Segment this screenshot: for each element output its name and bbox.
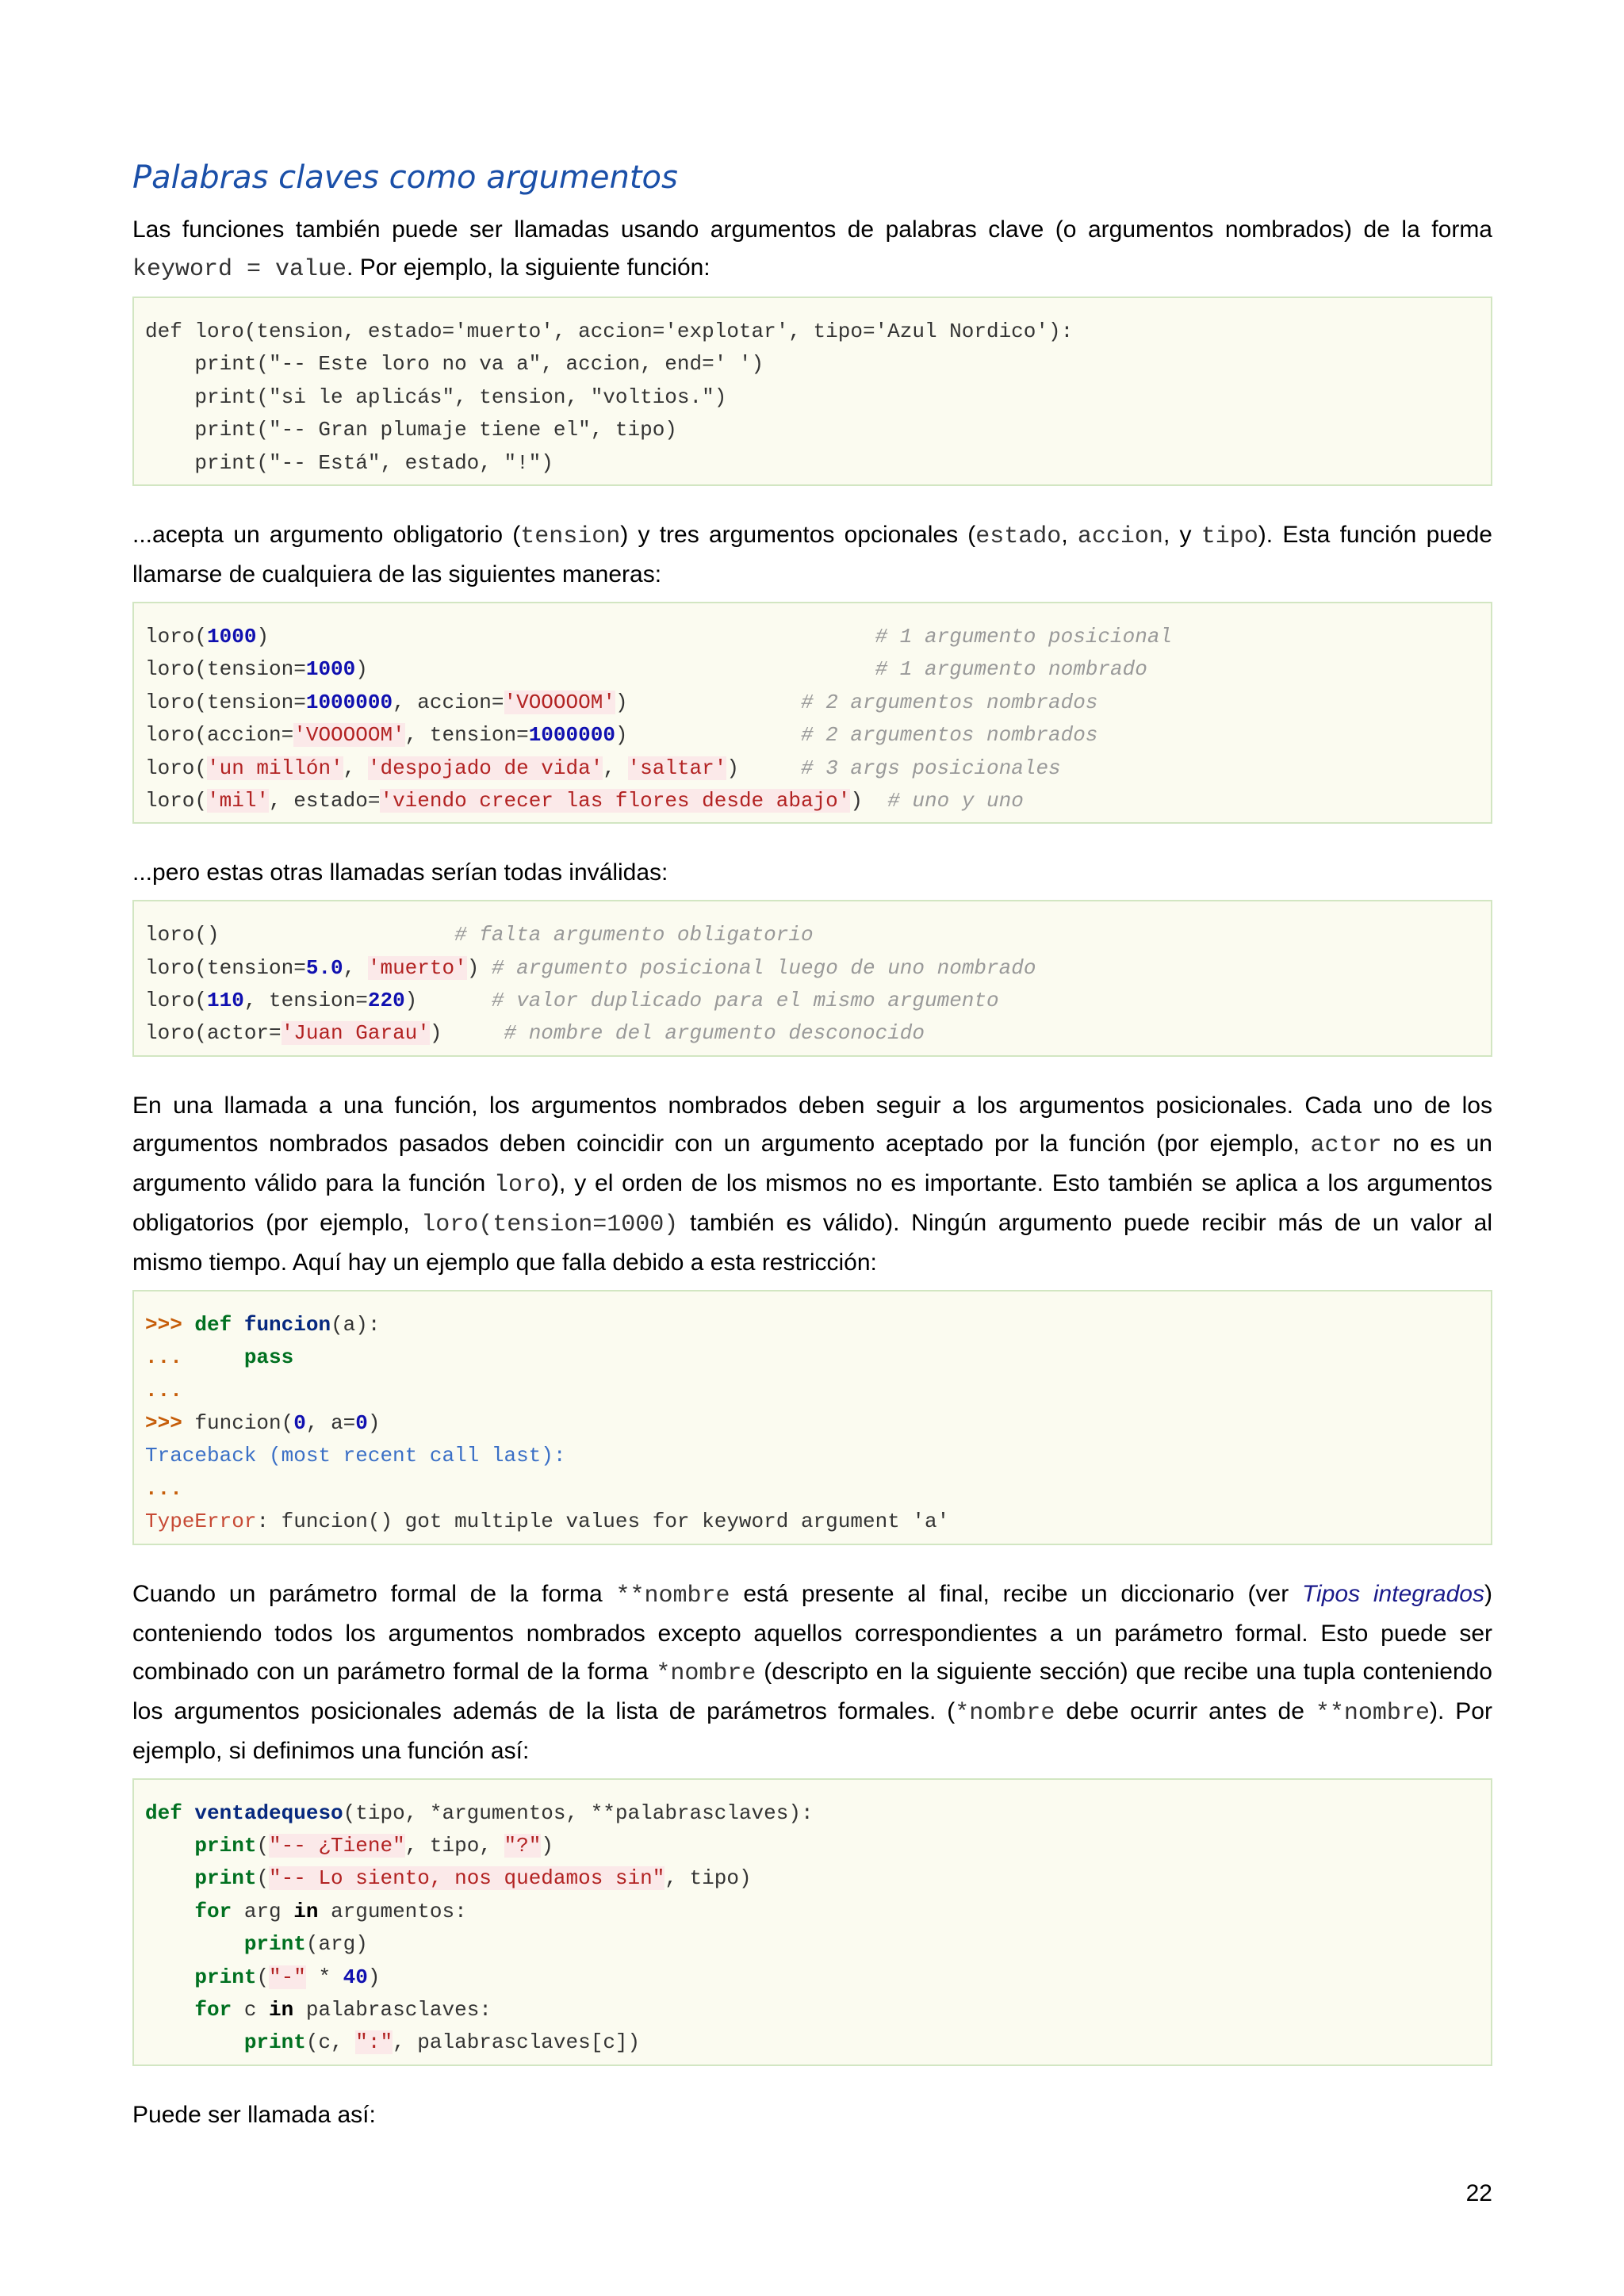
page-number: 22 — [1465, 2180, 1492, 2206]
code-line: print("-- Lo siento, nos quedamos sin", tipo) — [194, 1866, 752, 1891]
code-line: print(arg) — [243, 1932, 368, 1957]
code-line: print("-- Este loro no va a", accion, end=' ') — [145, 352, 764, 377]
code-line: print(c, ":", palabrasclaves[c]) — [243, 2030, 641, 2055]
paragraph-invalid-calls: ...pero estas otras llamadas serían todas inválidas: — [132, 859, 668, 886]
inline-code: estado — [975, 522, 1062, 550]
code-block-valid-calls — [132, 602, 1492, 824]
code-line: >>> funcion(0, a=0) — [145, 1411, 381, 1436]
paragraph-keyword-args-intro: Las funciones también puede ser llamadas usando argumentos de palabras clave (o argumentos nombrados) de la forma keyword = value. Por ejemplo, la siguiente función: — [132, 216, 1492, 283]
code-line: print("-- Gran plumaje tiene el", tipo) — [145, 418, 677, 442]
inline-code: tension — [520, 522, 621, 550]
code-line: print("-" * 40) — [194, 1965, 381, 1989]
code-line: TypeError: funcion() got multiple values for keyword argument 'a' — [145, 1510, 950, 1534]
code-line: for arg in argumentos: — [194, 1899, 467, 1923]
code-line: print("si le aplicás", tension, "voltios.") — [145, 385, 727, 409]
inline-code: **nombre — [1315, 1699, 1430, 1727]
inline-code: tipo — [1201, 522, 1258, 550]
code-line: loro() # falta argumento obligatorio — [145, 923, 814, 947]
paragraph-keyword-rules: En una llamada a una función, los argumentos nombrados deben seguir a los argumentos posicionales. Cada uno de los argumentos nombrados pasados deben coincidir con un argumento aceptado por la función (por ejemplo, actor no es un argumento válido para la función loro), y el orden de los mismos no es importante. Esto también se aplica a los argumentos obligatorios (por ejemplo, loro(tension=1000) también es válido). Ningún argumento puede recibir más de un valor al mismo tiempo. Aquí hay un ejemplo que falla debido a esta restricción: — [132, 1092, 1492, 1276]
code-line: loro('mil', estado='viendo crecer las flores desde abajo') # uno y uno — [145, 788, 1024, 813]
paragraph-loro-args: ...acepta un argumento obligatorio (tension) y tres argumentos opcionales (estado, accion, y tipo). Esta función puede llamarse de cualquiera de las siguientes maneras: — [132, 521, 1492, 587]
document-page — [132, 159, 1492, 2142]
inline-code: loro — [494, 1171, 552, 1199]
inline-code: accion — [1077, 522, 1163, 550]
code-block-ventadequeso — [132, 1778, 1492, 2066]
code-line: loro(tension=5.0, 'muerto') # argumento posicional luego de uno nombrado — [145, 955, 1036, 980]
section-heading: Palabras claves como argumentos — [132, 159, 678, 196]
inline-code: loro(tension=1000) — [421, 1211, 679, 1238]
code-line: ... — [145, 1476, 182, 1501]
paragraph-call-example: Puede ser llamada así: — [132, 2101, 376, 2128]
code-line: for c in palabrasclaves: — [194, 1997, 492, 2022]
code-line: loro(tension=1000) # 1 argumento nombrado — [145, 657, 1147, 682]
code-line: Traceback (most recent call last): — [145, 1444, 566, 1468]
code-line: loro(110, tension=220) # valor duplicado para el mismo argumento — [145, 989, 999, 1013]
inline-code: *nombre — [656, 1659, 756, 1687]
code-line: print("-- ¿Tiene", tipo, "?") — [194, 1833, 553, 1858]
code-line: loro(tension=1000000, accion='VOOOOOM') # 2 argumentos nombrados — [145, 690, 1098, 714]
code-line: >>> def funcion(a): — [145, 1312, 381, 1337]
inline-code: **nombre — [615, 1582, 730, 1609]
code-line: print("-- Está", estado, "!") — [145, 450, 553, 475]
link-tipos-integrados[interactable]: Tipos integrados — [1302, 1580, 1484, 1607]
code-line: ... pass — [145, 1345, 294, 1370]
inline-code: *nombre — [955, 1699, 1055, 1727]
code-line: def ventadequeso(tipo, *argumentos, **palabrasclaves): — [145, 1800, 814, 1825]
inline-code: actor — [1310, 1131, 1382, 1159]
paragraph-kwargs-dict: Cuando un parámetro formal de la forma **nombre está presente al final, recibe un diccionario (ver Tipos integrados) conteniendo todos los argumentos nombrados excepto aquellos correspondientes a un parámetro formal. Esto puede ser combinado con un parámetro formal de la forma *nombre (descripto en la siguiente sección) que recibe una tupla conteniendo los argumentos posicionales además de la lista de parámetros formales. (*nombre debe ocurrir antes de **nombre). Por ejemplo, si definimos una función así: — [132, 1580, 1492, 1764]
code-line: loro(actor='Juan Garau') # nombre del argumento desconocido — [145, 1021, 925, 1046]
code-block-loro-def — [132, 297, 1492, 486]
inline-code: keyword = value — [132, 256, 347, 283]
code-line: loro(1000) # 1 argumento posicional — [145, 624, 1173, 649]
code-block-typeerror-example — [132, 1290, 1492, 1545]
code-block-invalid-calls — [132, 900, 1492, 1057]
code-line: loro(accion='VOOOOOM', tension=1000000) # 2 argumentos nombrados — [145, 723, 1098, 748]
code-line: loro('un millón', 'despojado de vida', 'saltar') # 3 args posicionales — [145, 756, 1061, 780]
code-line: def loro(tension, estado='muerto', accion='explotar', tipo='Azul Nordico'): — [145, 320, 1074, 343]
code-line: ... — [145, 1378, 182, 1402]
